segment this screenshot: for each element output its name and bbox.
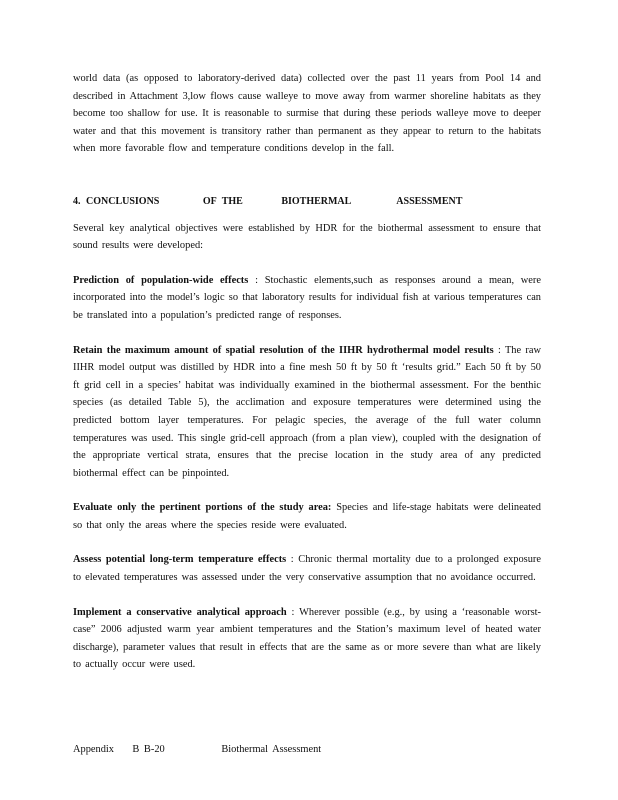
objective-paragraph [73,499,541,534]
footer-appendix-code: B [132,744,140,755]
objective-term: Assess potential long-term temperature effects [73,554,287,566]
objective-text: Species and life-stage habitats were delineated so that only the areas where the species reside were evaluated. [73,502,541,531]
objective-paragraph [73,551,541,586]
objective-text: : Stochastic elements,such as responses around a mean, were incorporated into the model’s logic so that laboratory results for individual fish at various temperatures can be translated into a population’s predicted range of responses. [73,274,541,321]
section-title-part2: OF THE [202,195,243,207]
page-footer [73,744,321,755]
section-title-part1: CONCLUSIONS [86,195,160,207]
footer-report-title: Biothermal Assessment [221,744,322,755]
objective-paragraph [73,604,541,674]
intro-paragraph: world data (as opposed to laboratory-derived data) collected over the past 11 years from Pool 14 and described in Attachment 3,low flows cause walleye to move away from warmer shoreline habitats as they become too shallow for use. It is reasonable to surmise that during these periods walleye move to deeper water and that this movement is transitory rather than permanent as they appear to return to the habitats when more favorable flow and temperature conditions develop in the fall. [73,73,541,155]
footer-appendix-label: Appendix [73,744,114,755]
document-page [73,70,541,691]
section-intro: Several key analytical objectives were established by HDR for the biothermal assessment to ensure that sound results were developed: [73,222,541,252]
objective-paragraph [73,342,541,483]
footer-page-number: B-20 [143,744,165,755]
section-title-part4: ASSESSMENT [396,195,463,207]
section-number: 4. [73,195,81,207]
objective-paragraph [73,272,541,325]
objective-term: Evaluate only the pertinent portions of the study area: [73,502,332,514]
objective-term: Retain the maximum amount of spatial resolution of the IIHR hydrothermal model results [73,344,494,356]
section-title-part3: BIOTHERMAL [281,195,352,207]
objective-text: : Wherever possible (e.g., by using a ‘reasonable worst-case” 2006 adjusted warm year ambient temperatures and the Station’s maximum level of heated water discharge), parameter values that result in effects that are the same as or more severe than what are likely to actually occur were used. [73,606,541,671]
objective-term: Prediction of population-wide effects [73,274,249,286]
section-heading [73,193,541,211]
objective-text: : Chronic thermal mortality due to a prolonged exposure to elevated temperatures was assessed under the very conservative assumption that no avoidance occurred. [73,554,541,584]
objective-term: Implement a conservative analytical approach [73,606,287,618]
objective-text: : The raw IIHR model output was distilled by HDR into a fine mesh 50 ft by 50 ft ‘results grid.” Each 50 ft by 50 ft grid cell in a species’ habitat was individually examined in the biothermal assessment. For the benthic species (as detailed Table 5), the acclimation and exposure temperatures were determined using the predicted bottom layer temperatures. For pelagic species, the average of the full water column temperatures was used. This single grid-cell approach (from a plan view), coupled with the designation of the appropriate vertical strata, ensures that the precise location in the study area of any predicted biothermal effect can be pinpointed. [73,344,541,479]
